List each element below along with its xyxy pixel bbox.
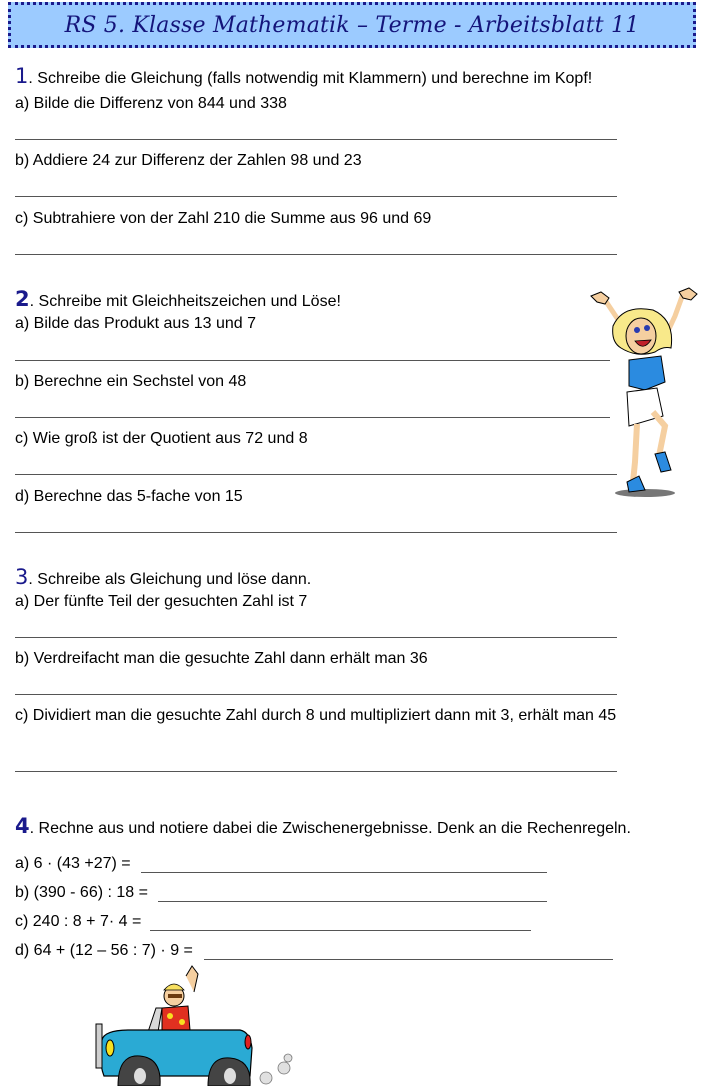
worksheet-title: RS 5. Klasse Mathematik – Terme - Arbeitsblatt 11: [64, 12, 640, 38]
exercise-4d: d) 64 + (12 – 56 : 7) · 9 =: [15, 942, 193, 959]
cheering-girl-illustration: [583, 286, 701, 500]
answer-line[interactable]: [15, 196, 617, 197]
exercise-1c: c) Subtrahiere von der Zahl 210 die Summe aus 96 und 69: [15, 210, 432, 227]
exercise-2b: b) Berechne ein Sechstel von 48: [15, 373, 247, 390]
exercise-number: 3: [15, 565, 29, 589]
exercise-2d: d) Berechne das 5-fache von 15: [15, 488, 243, 505]
convertible-car-illustration: [90, 964, 300, 1086]
exercise-number: 4: [15, 814, 30, 838]
exercise-4a: a) 6 · (43 +27) =: [15, 855, 131, 872]
exercise-1a: a) Bilde die Differenz von 844 und 338: [15, 95, 287, 112]
exercise-instruction: . Schreibe mit Gleichheitszeichen und Löse!: [29, 293, 341, 310]
exercise-4-heading: [15, 816, 631, 839]
exercise-instruction: . Rechne aus und notiere dabei die Zwischenergebnisse. Denk an die Rechenregeln.: [29, 820, 631, 837]
exercise-3b: b) Verdreifacht man die gesuchte Zahl dann erhält man 36: [15, 650, 428, 667]
exercise-2a: a) Bilde das Produkt aus 13 und 7: [15, 315, 257, 332]
exercise-instruction: . Schreibe als Gleichung und löse dann.: [28, 571, 312, 588]
exercise-2c: c) Wie groß ist der Quotient aus 72 und 8: [15, 430, 308, 447]
exercise-number: 1: [15, 64, 29, 88]
answer-line[interactable]: [15, 532, 617, 533]
answer-line[interactable]: [15, 637, 617, 638]
exercise-1b: b) Addiere 24 zur Differenz der Zahlen 98 und 23: [15, 152, 362, 169]
title-banner: [8, 2, 696, 48]
answer-line[interactable]: [15, 360, 610, 361]
exercise-3c: c) Dividiert man die gesuchte Zahl durch 8 und multipliziert dann mit 3, erhält man 45: [15, 707, 617, 724]
exercise-4c: c) 240 : 8 + 7· 4 =: [15, 913, 142, 930]
answer-line[interactable]: [15, 474, 617, 475]
exercise-2-heading: [15, 289, 341, 312]
answer-line[interactable]: [15, 771, 617, 772]
answer-line[interactable]: [158, 901, 547, 902]
exercise-4b: b) (390 - 66) : 18 =: [15, 884, 148, 901]
exercise-instruction: . Schreibe die Gleichung (falls notwendig mit Klammern) und berechne im Kopf!: [28, 70, 593, 87]
exercise-number: 2: [15, 287, 30, 311]
answer-line[interactable]: [15, 417, 610, 418]
answer-line[interactable]: [15, 254, 617, 255]
exercise-3a: a) Der fünfte Teil der gesuchten Zahl ist 7: [15, 593, 308, 610]
answer-line[interactable]: [141, 872, 547, 873]
answer-line[interactable]: [15, 694, 617, 695]
answer-line[interactable]: [150, 930, 531, 931]
exercise-1-heading: [15, 66, 592, 89]
exercise-3-heading: [15, 567, 311, 590]
answer-line[interactable]: [15, 139, 617, 140]
answer-line[interactable]: [204, 959, 613, 960]
